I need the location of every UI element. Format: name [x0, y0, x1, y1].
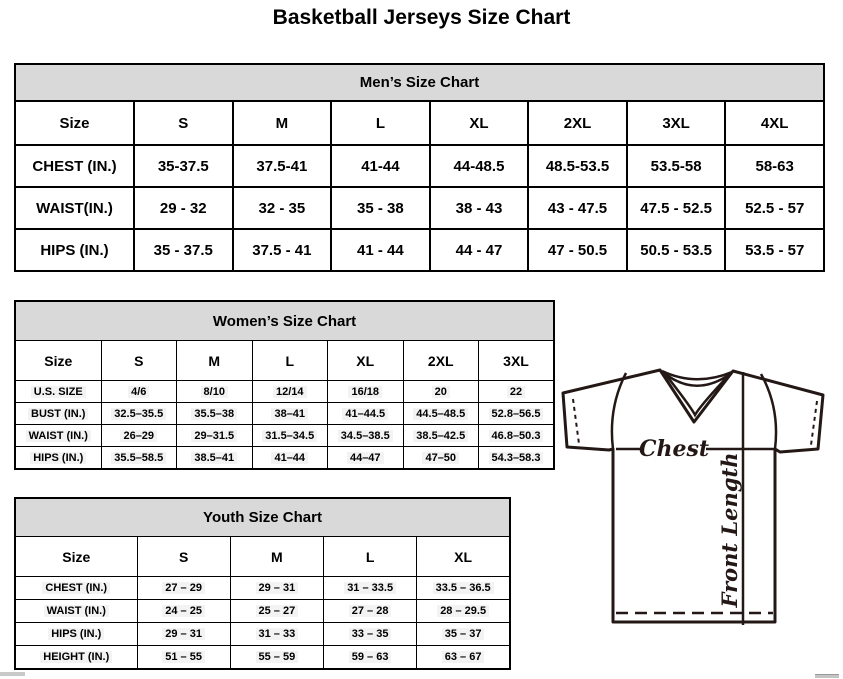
size-value-cell: 47–50	[403, 447, 479, 470]
womens-header-cell: 3XL	[479, 341, 555, 381]
youth-header-cell: Size	[15, 537, 137, 577]
womens-header-cell: L	[252, 341, 328, 381]
mens-header-cell: S	[134, 101, 233, 145]
youth-header-cell: L	[324, 537, 417, 577]
size-value-cell: 41–44.5	[328, 403, 404, 425]
youth-data-row	[15, 623, 510, 646]
size-value-cell: 53.5 - 57	[725, 229, 824, 271]
youth-header-cell: M	[230, 537, 323, 577]
jersey-outline	[563, 370, 823, 622]
size-value-cell: 29 – 31	[137, 623, 230, 646]
chest-label: Chest	[638, 436, 710, 462]
size-value-cell: 41 - 44	[331, 229, 430, 271]
horizontal-scrollbar-fragment-left[interactable]	[0, 672, 25, 676]
youth-header-cell: XL	[417, 537, 510, 577]
size-value-cell: 37.5-41	[233, 145, 332, 187]
size-value-cell: 8/10	[177, 381, 253, 403]
mens-header-cell: M	[233, 101, 332, 145]
row-label: WAIST (IN.)	[15, 600, 137, 623]
size-value-cell: 35.5–38	[177, 403, 253, 425]
horizontal-scrollbar-fragment-right[interactable]	[815, 674, 839, 678]
size-value-cell: 46.8–50.3	[479, 425, 555, 447]
mens-data-row	[15, 229, 824, 271]
size-value-cell: 27 – 28	[324, 600, 417, 623]
youth-data-row	[15, 600, 510, 623]
row-label: HEIGHT (IN.)	[15, 646, 137, 670]
womens-table-title: Women’s Size Chart	[15, 301, 554, 341]
row-label: BUST (IN.)	[15, 403, 101, 425]
size-value-cell: 35 – 37	[417, 623, 510, 646]
size-value-cell: 29 – 31	[230, 577, 323, 600]
womens-size-table	[14, 300, 555, 470]
size-value-cell: 41-44	[331, 145, 430, 187]
size-value-cell: 52.5 - 57	[725, 187, 824, 229]
size-value-cell: 41–44	[252, 447, 328, 470]
size-value-cell: 50.5 - 53.5	[627, 229, 726, 271]
size-value-cell: 37.5 - 41	[233, 229, 332, 271]
size-value-cell: 25 – 27	[230, 600, 323, 623]
womens-header-cell: 2XL	[403, 341, 479, 381]
size-value-cell: 31.5–34.5	[252, 425, 328, 447]
mens-size-table	[14, 63, 825, 272]
size-value-cell: 63 – 67	[417, 646, 510, 670]
size-value-cell: 35 - 38	[331, 187, 430, 229]
youth-data-row	[15, 646, 510, 670]
womens-header-row	[15, 341, 554, 381]
womens-data-row	[15, 425, 554, 447]
front-length-label: Front Length	[717, 452, 742, 608]
youth-data-row	[15, 577, 510, 600]
size-value-cell: 59 – 63	[324, 646, 417, 670]
size-value-cell: 51 – 55	[137, 646, 230, 670]
mens-data-row	[15, 145, 824, 187]
womens-header-cell: M	[177, 341, 253, 381]
size-value-cell: 4/6	[101, 381, 177, 403]
mens-header-cell: Size	[15, 101, 134, 145]
row-label: WAIST(IN.)	[15, 187, 134, 229]
size-value-cell: 35-37.5	[134, 145, 233, 187]
row-label: HIPS (IN.)	[15, 229, 134, 271]
youth-header-cell: S	[137, 537, 230, 577]
size-value-cell: 44.5–48.5	[403, 403, 479, 425]
size-value-cell: 12/14	[252, 381, 328, 403]
size-value-cell: 33 – 35	[324, 623, 417, 646]
mens-data-row	[15, 187, 824, 229]
mens-header-cell: 3XL	[627, 101, 726, 145]
size-value-cell: 26–29	[101, 425, 177, 447]
mens-header-cell: 2XL	[528, 101, 627, 145]
size-value-cell: 28 – 29.5	[417, 600, 510, 623]
size-value-cell: 44 - 47	[430, 229, 529, 271]
size-value-cell: 38–41	[252, 403, 328, 425]
size-value-cell: 29–31.5	[177, 425, 253, 447]
size-value-cell: 44–47	[328, 447, 404, 470]
size-value-cell: 29 - 32	[134, 187, 233, 229]
womens-data-row	[15, 381, 554, 403]
size-value-cell: 38.5–41	[177, 447, 253, 470]
youth-table-title: Youth Size Chart	[15, 498, 510, 537]
womens-data-row	[15, 447, 554, 470]
size-value-cell: 20	[403, 381, 479, 403]
row-label: CHEST (IN.)	[15, 145, 134, 187]
size-value-cell: 58-63	[725, 145, 824, 187]
womens-header-cell: Size	[15, 341, 101, 381]
mens-header-cell: 4XL	[725, 101, 824, 145]
size-value-cell: 38.5–42.5	[403, 425, 479, 447]
size-value-cell: 27 – 29	[137, 577, 230, 600]
size-value-cell: 35 - 37.5	[134, 229, 233, 271]
mens-header-row	[15, 101, 824, 145]
size-value-cell: 34.5–38.5	[328, 425, 404, 447]
size-value-cell: 48.5-53.5	[528, 145, 627, 187]
jersey-measurement-diagram	[553, 360, 843, 632]
row-label: CHEST (IN.)	[15, 577, 137, 600]
size-value-cell: 43 - 47.5	[528, 187, 627, 229]
mens-header-cell: L	[331, 101, 430, 145]
row-label: HIPS (IN.)	[15, 447, 101, 470]
size-value-cell: 33.5 – 36.5	[417, 577, 510, 600]
size-value-cell: 31 – 33	[230, 623, 323, 646]
womens-header-cell: S	[101, 341, 177, 381]
size-value-cell: 35.5–58.5	[101, 447, 177, 470]
size-value-cell: 54.3–58.3	[479, 447, 555, 470]
size-value-cell: 32 - 35	[233, 187, 332, 229]
youth-size-table	[14, 497, 511, 670]
mens-table-title: Men’s Size Chart	[15, 64, 824, 101]
size-value-cell: 32.5–35.5	[101, 403, 177, 425]
size-value-cell: 47.5 - 52.5	[627, 187, 726, 229]
size-value-cell: 16/18	[328, 381, 404, 403]
page-title: Basketball Jerseys Size Chart	[272, 6, 571, 29]
size-value-cell: 47 - 50.5	[528, 229, 627, 271]
size-value-cell: 22	[479, 381, 555, 403]
womens-header-cell: XL	[328, 341, 404, 381]
row-label: U.S. SIZE	[15, 381, 101, 403]
row-label: HIPS (IN.)	[15, 623, 137, 646]
youth-header-row	[15, 537, 510, 577]
size-value-cell: 24 – 25	[137, 600, 230, 623]
size-value-cell: 52.8–56.5	[479, 403, 555, 425]
size-value-cell: 55 – 59	[230, 646, 323, 670]
size-value-cell: 31 – 33.5	[324, 577, 417, 600]
womens-data-row	[15, 403, 554, 425]
mens-header-cell: XL	[430, 101, 529, 145]
size-value-cell: 38 - 43	[430, 187, 529, 229]
row-label: WAIST (IN.)	[15, 425, 101, 447]
size-value-cell: 53.5-58	[627, 145, 726, 187]
size-value-cell: 44-48.5	[430, 145, 529, 187]
